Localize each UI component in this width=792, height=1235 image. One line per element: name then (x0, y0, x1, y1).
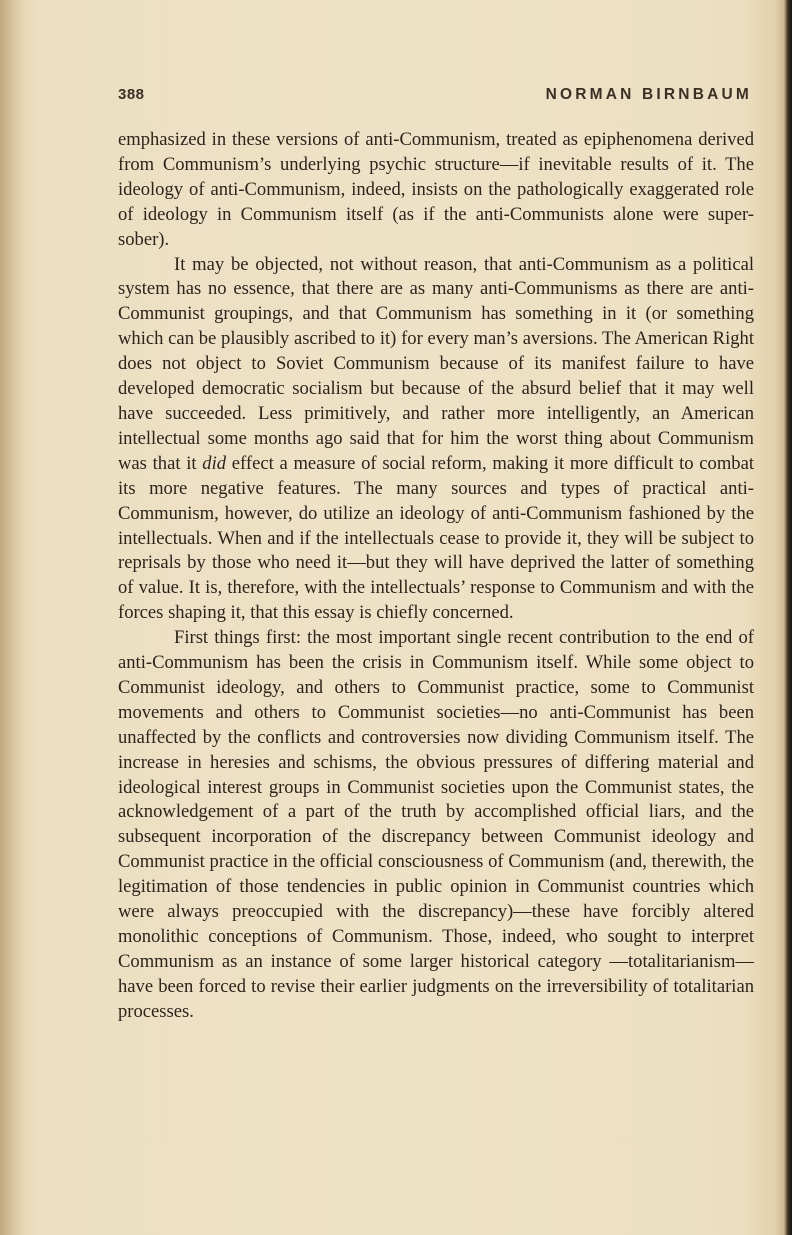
paragraph-2-emphasis: did (202, 452, 227, 474)
paragraph-2-part-1: It may be objected, not without reason, that anti-Communism as a political system has no essence, that there are as many anti-Communisms as there are anti-Communist groupings, and that Communism has something in it (or something which can be plausibly ascribed to it) for every man’s aversions. The American Right does not object to Soviet Communism because of its manifest failure to have developed democratic socialism but because of the absurd belief that it may well have succeeded. Less primitively, and rather more intelligently, an American intellectual some months ago said that for him the worst thing about Communism was that it (118, 253, 754, 474)
paragraph-1: emphasized in these versions of anti-Communism, treated as epiphenomena derived from Communism’s underlying psychic structure—if inevitable results of it. The ideology of anti-Communism, indeed, insists on the pathologically exaggerated role of ideology in Communism itself (as if the anti-Communists alone were super-sober). (118, 129, 754, 250)
paragraph-2 (118, 253, 754, 627)
page-number: 388 (118, 86, 145, 103)
page-gutter-shadow (0, 0, 22, 1235)
paragraph-2-part-2: effect a measure of social reform, making it more difficult to combat its more negative features. The many sources and types of practical anti-Communism, however, do utilize an ideology of anti-Communism fashioned by the intellectuals. When and if the intellectuals cease to provide it, they will be subject to reprisals by those who need it—but they will have deprived the latter of something of value. It is, therefore, with the intellectuals’ response to Communism and with the forces shaping it, that this essay is chiefly concerned. (118, 452, 755, 624)
body-text (118, 128, 754, 1025)
running-head-author: NORMAN BIRNBAUM (545, 86, 752, 103)
paragraph-3: First things first: the most important single recent contribution to the end of anti-Communism has been the crisis in Communism itself. While some object to Communist ideology, and others to Communist practice, some to Communist movements and others to Communist societies—no anti-Communist has been unaffected by the conflicts and controversies now dividing Communism itself. The increase in heresies and schisms, the obvious pressures of differing material and ideological interest groups in Communist societies upon the Communist states, the acknowledgement of a part of the truth by accomplished official liars, and the subsequent incorporation of the discrepancy between Communist ideology and Communist practice in the official consciousness of Communism (and, therewith, the legitimation of those tendencies in public opinion in Communist countries which were always preoccupied with the discrepancy)—these have forcibly altered monolithic conceptions of Communism. Those, indeed, who sought to interpret Communism as an instance of some larger historical category —totalitarianism—have been forced to revise their earlier judgments on the irreversibility of totalitarian processes. (118, 627, 754, 1022)
page-header (118, 86, 752, 110)
